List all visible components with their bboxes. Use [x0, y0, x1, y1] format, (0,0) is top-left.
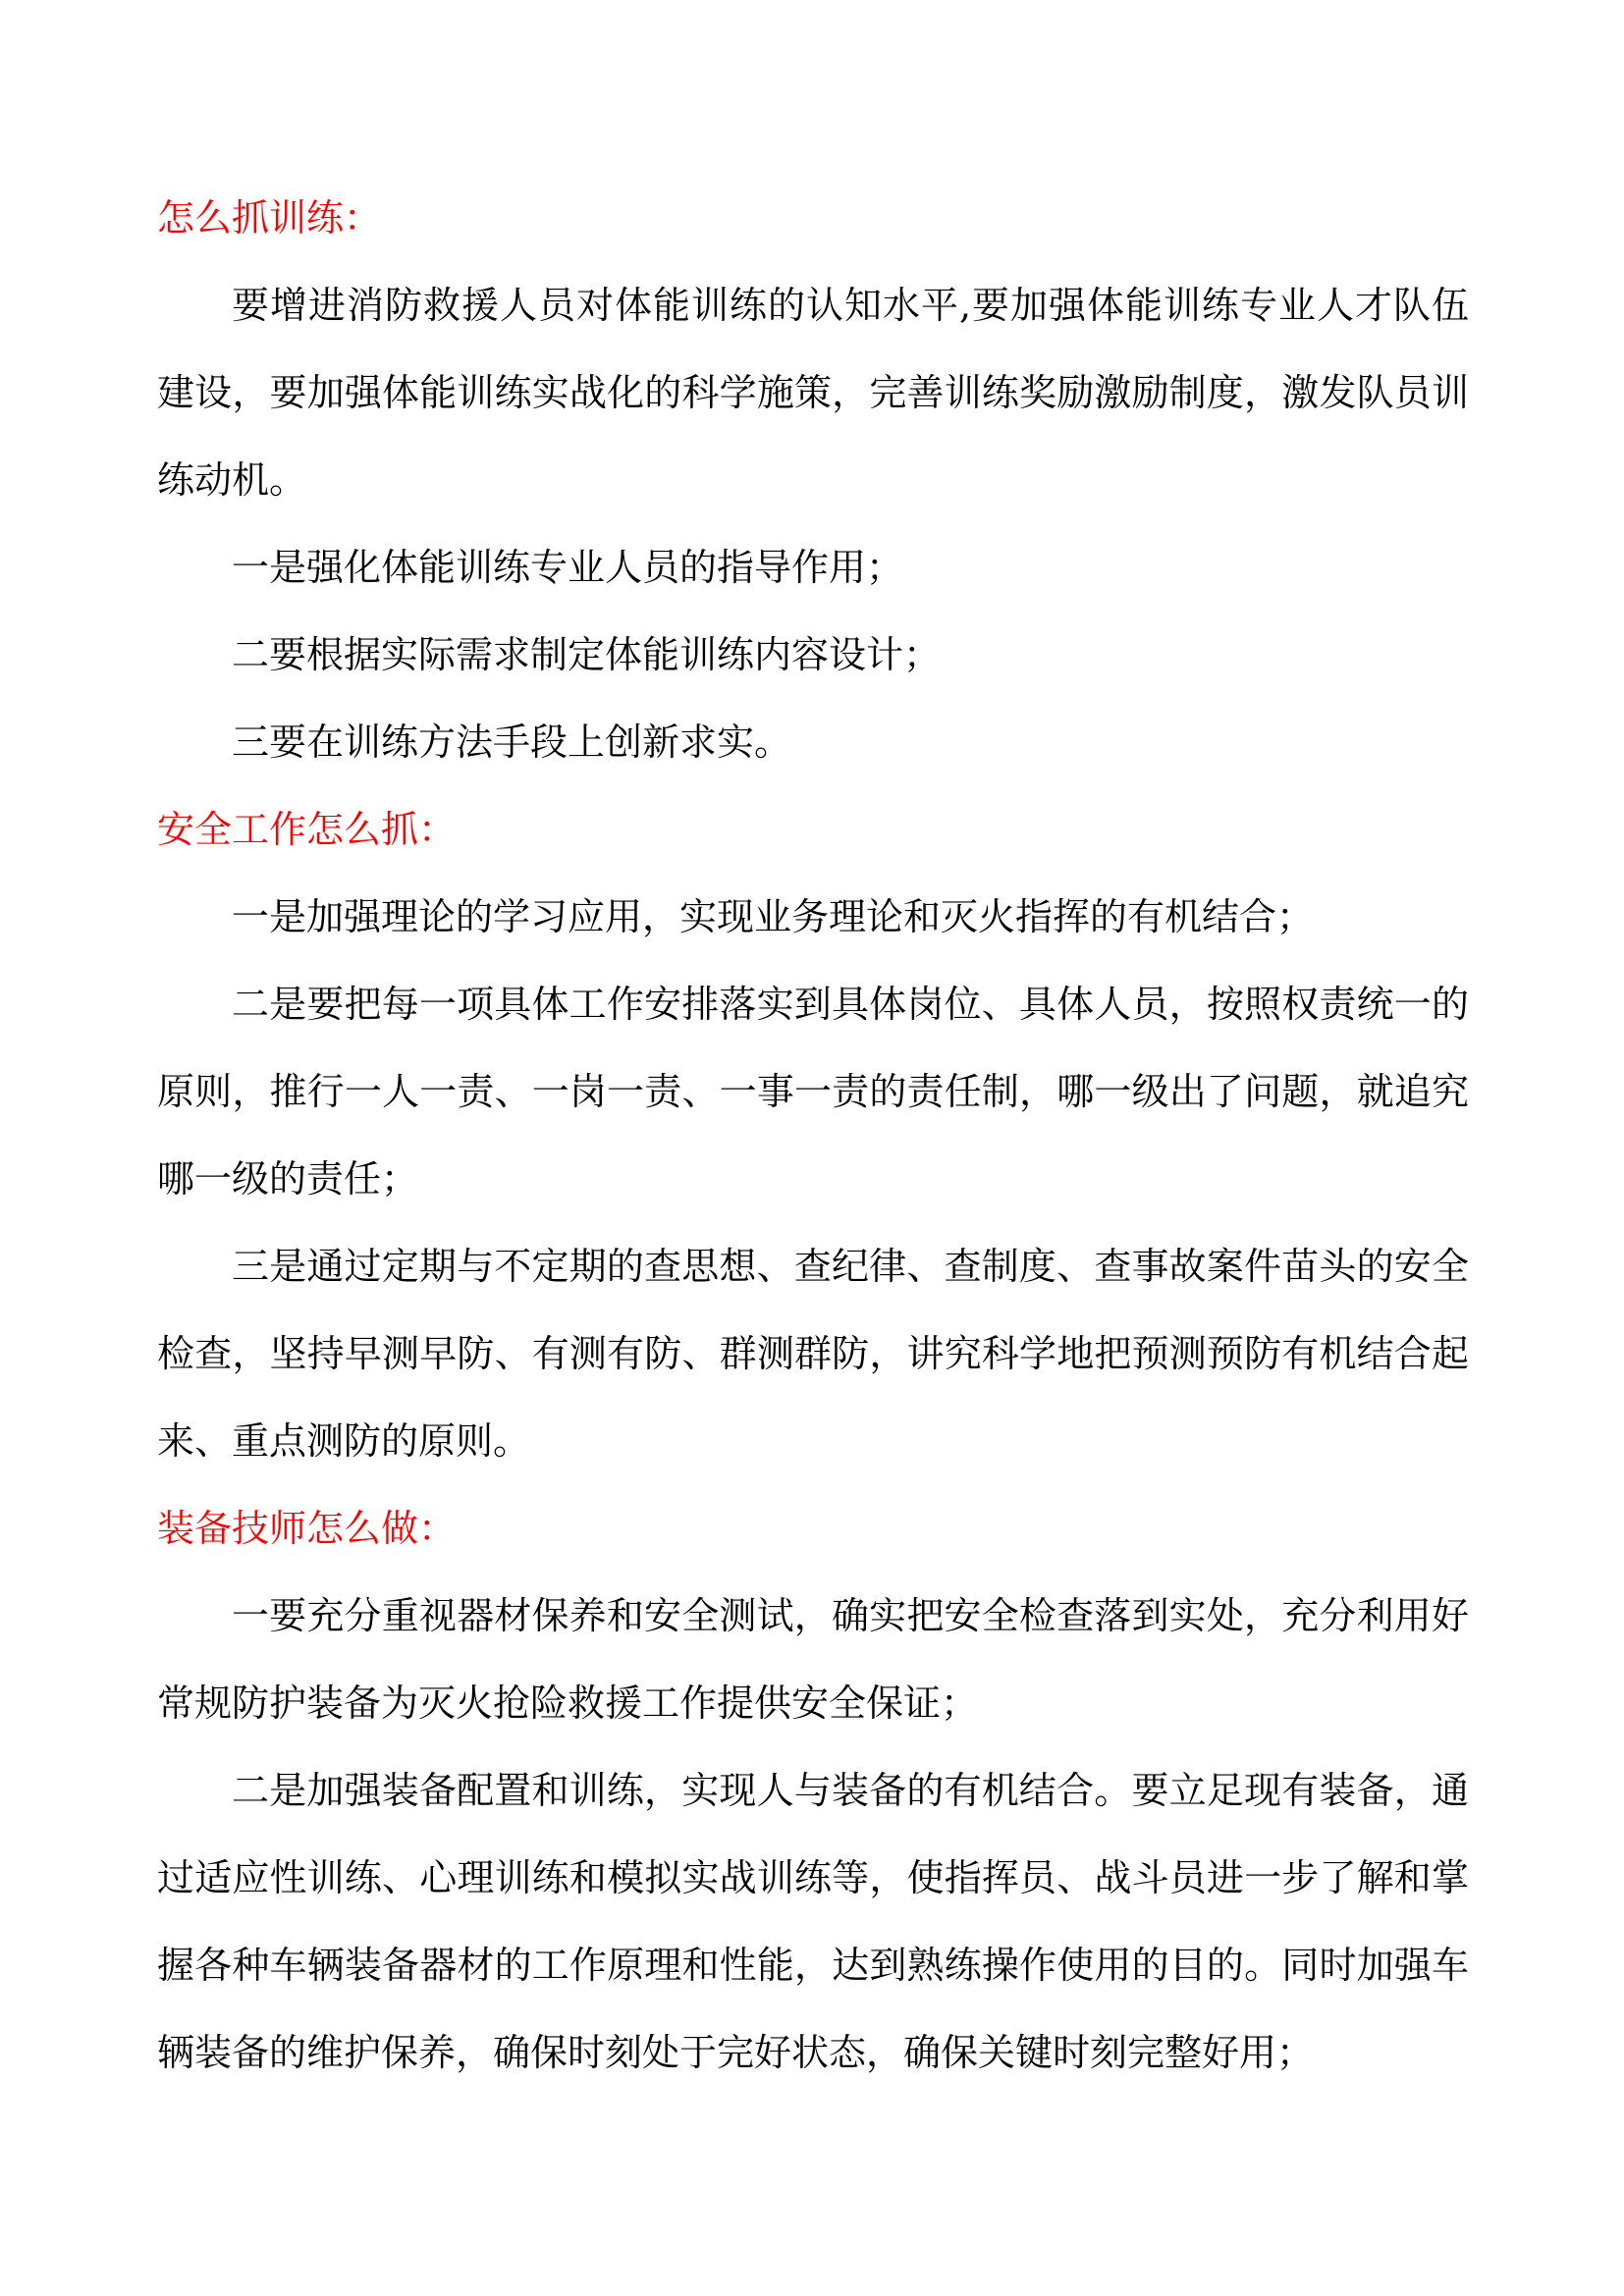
section-heading: 装备技师怎么做：	[157, 1507, 457, 1550]
section-heading: 怎么抓训练：	[157, 196, 382, 240]
section-heading: 安全工作怎么抓：	[157, 808, 457, 851]
section-training	[157, 175, 1469, 786]
paragraph: 二是加强装备配置和训练，实现人与装备的有机结合。要立足现有装备，通过适应性训练、心理训练和模拟实战训练等，使指挥员、战斗员进一步了解和掌握各种车辆装备器材的工作原理和性能，达到熟练操作使用的目的。同时加强车辆装备的维护保养，确保时刻处于完好状态，确保关键时刻完整好用；	[157, 1769, 1469, 2074]
paragraph: 一是加强理论的学习应用，实现业务理论和灭火指挥的有机结合；	[232, 895, 1315, 938]
paragraph: 一是强化体能训练专业人员的指导作用；	[232, 546, 904, 589]
paragraph: 二是要把每一项具体工作安排落实到具体岗位、具体人员，按照权责统一的原则，推行一人一责、一岗一责、一事一责的责任制，哪一级出了问题，就追究哪一级的责任；	[157, 983, 1469, 1201]
document-body	[157, 175, 1469, 2097]
section-equipment	[157, 1485, 1469, 2097]
paragraph: 二要根据实际需求制定体能训练内容设计；	[232, 633, 942, 676]
section-safety	[157, 786, 1469, 1485]
paragraph: 要增进消防救援人员对体能训练的认知水平,要加强体能训练专业人才队伍建设，要加强体能训练实战化的科学施策，完善训练奖励激励制度，激发队员训练动机。	[157, 284, 1469, 502]
paragraph: 三是通过定期与不定期的查思想、查纪律、查制度、查事故案件苗头的安全检查，坚持早测早防、有测有防、群测群防，讲究科学地把预测预防有机结合起来、重点测防的原则。	[157, 1245, 1469, 1463]
paragraph: 三要在训练方法手段上创新求实。	[232, 721, 792, 764]
paragraph: 一要充分重视器材保养和安全测试，确实把安全检查落到实处，充分利用好常规防护装备为灭火抢险救援工作提供安全保证；	[157, 1594, 1469, 1725]
